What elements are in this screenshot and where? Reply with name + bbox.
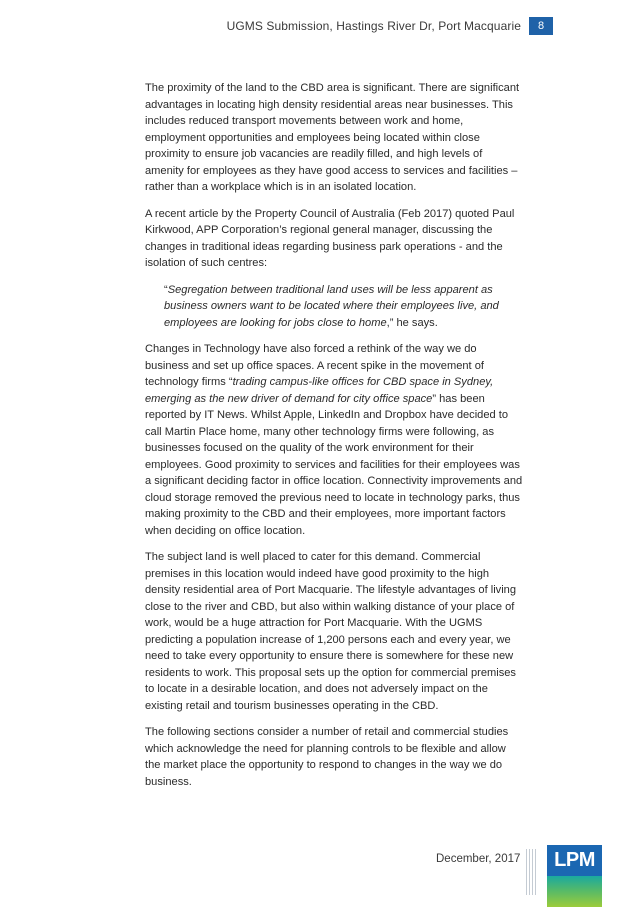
paragraph-technology bbox=[145, 341, 523, 539]
paragraph-following-sections: The following sections consider a number of retail and commercial studies which acknowledge the need for planning controls to be flexible and allow the market place the opportunity to respond to changes in the way we do business. bbox=[145, 726, 509, 788]
quote-text: Segregation between traditional land uses will be less apparent as business owners want to be located where their employees live, and employees are looking for jobs close to home bbox=[164, 283, 499, 329]
footer-date: December, 2017 bbox=[436, 853, 521, 865]
quote-block bbox=[164, 282, 523, 332]
paragraph-technology-quote: trading campus-like offices for CBD space in Sydney, emerging as the new driver of demand for city office space bbox=[145, 376, 494, 405]
logo-text: LPM bbox=[547, 845, 602, 876]
paragraph-proximity: The proximity of the land to the CBD area is significant. There are significant advantages in locating high density residential areas near businesses. This includes reduced transport movements between work and home, employment opportunities and employees being located within close proximity to ensure job vacancies are readily filled, and high levels of amenity for employees as they have good access to services and facilities – rather than a workplace which is in an isolated location. bbox=[145, 82, 520, 193]
page-number-badge: 8 bbox=[529, 17, 553, 35]
header-title: UGMS Submission, Hastings River Dr, Port Macquarie bbox=[226, 19, 521, 33]
paragraph-article-intro: A recent article by the Property Council of Australia (Feb 2017) quoted Paul Kirkwood, APP Corporation’s regional general manager, discussing the changes in traditional ideas regarding business park operations - and the isolation of such centres: bbox=[145, 207, 515, 269]
quote-open-mark: “ bbox=[164, 283, 168, 296]
document-body bbox=[145, 80, 523, 800]
paragraph-technology-end: ” has been reported by IT News. Whilst Apple, LinkedIn and Dropbox have decided to call Martin Place home, many other technology firms were following, as businesses focused on the quality of the work environment for their employees. Good proximity to services and facilities for their employees was a significant deciding factor in office location. Connectivity improvements and cloud storage removed the previous need to locate in technology parks, thus making proximity to the CBD and their employees, more important factors when deciding on office location. bbox=[145, 392, 523, 537]
footer-divider-lines bbox=[526, 849, 536, 895]
paragraph-subject-land: The subject land is well placed to cater for this demand. Commercial premises in this location would indeed have good proximity to the high density residential area of Port Macquarie. The lifestyle advantages of living close to the river and CBD, but also within walking distance of your place of work, would be a huge attraction for Port Macquarie. With the UGMS predicting a population increase of 1,200 persons each and every year, we need to take every opportunity to ensure there is somewhere for these new residents to work. This proposal sets up the option for commercial premises to locate in a desirable location, and does not adversely impact on the existing retail and tourism businesses operating in the CBD. bbox=[145, 551, 517, 712]
paragraph-technology-start: Changes in Technology have also forced a rethink of the way we do business and set up office spaces. A recent spike in the movement of technology firms “ bbox=[145, 343, 484, 388]
quote-attribution: ,” he says. bbox=[386, 316, 438, 329]
logo-gradient-band bbox=[547, 876, 602, 907]
page-header bbox=[227, 17, 641, 35]
lpm-logo bbox=[547, 845, 602, 907]
